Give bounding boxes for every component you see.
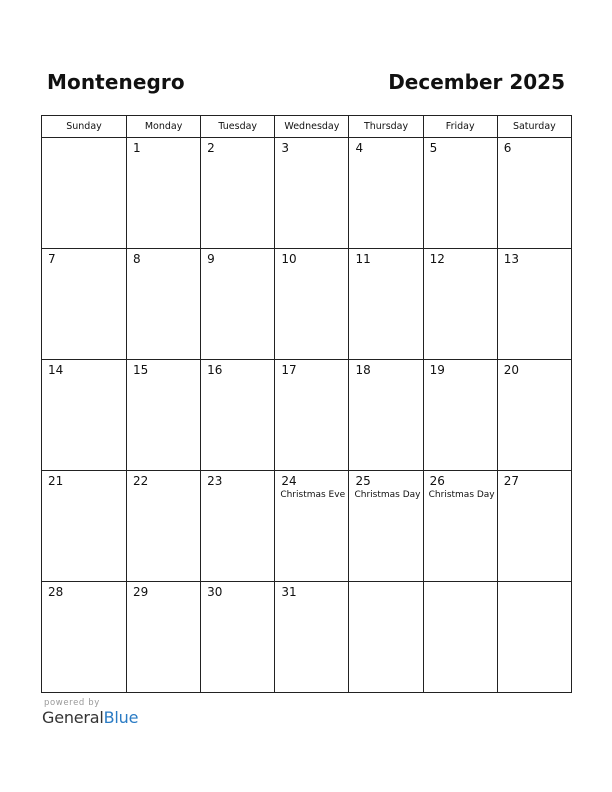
day-cell (275, 360, 349, 471)
country-title: Montenegro (47, 70, 185, 94)
day-number: 28 (48, 585, 64, 599)
day-cell (349, 360, 423, 471)
day-number: 9 (207, 252, 215, 266)
day-number: 14 (48, 363, 64, 377)
day-number: 1 (133, 141, 141, 155)
day-cell (127, 138, 201, 249)
week-row (42, 582, 572, 693)
day-number: 19 (429, 363, 445, 377)
day-cell (423, 138, 497, 249)
day-number: 18 (355, 363, 371, 377)
day-cell (349, 471, 423, 582)
holiday-label: Christmas Eve (280, 490, 346, 500)
logo-text-blue: Blue (103, 708, 139, 727)
logo-text-general: General (42, 708, 104, 727)
day-number: 29 (133, 585, 149, 599)
weekday-tuesday: Tuesday (201, 116, 275, 138)
day-cell (42, 249, 127, 360)
day-number: 11 (355, 252, 371, 266)
day-cell (423, 249, 497, 360)
day-cell (127, 249, 201, 360)
day-number: 16 (207, 363, 223, 377)
day-number: 20 (503, 363, 520, 377)
day-cell (42, 360, 127, 471)
day-number: 27 (503, 474, 520, 488)
powered-by-label: powered by (44, 698, 100, 708)
day-cell (201, 582, 275, 693)
day-number: 3 (281, 141, 289, 155)
day-cell (497, 249, 571, 360)
calendar-grid (41, 115, 572, 693)
day-cell (423, 582, 497, 693)
day-number: 17 (281, 363, 297, 377)
day-number: 10 (281, 252, 297, 266)
weekday-friday: Friday (423, 116, 497, 138)
day-cell (275, 582, 349, 693)
day-number: 21 (48, 474, 64, 488)
day-number: 15 (133, 363, 149, 377)
day-number: 30 (207, 585, 223, 599)
day-number: 5 (429, 141, 438, 155)
holiday-label: Christmas Day (354, 490, 421, 500)
day-cell (349, 138, 423, 249)
day-number: 6 (503, 141, 512, 155)
week-row (42, 471, 572, 582)
day-number: 24 (281, 474, 297, 488)
day-cell (201, 471, 275, 582)
day-number: 12 (429, 252, 445, 266)
weekday-monday: Monday (127, 116, 201, 138)
holiday-label: Christmas Day (428, 490, 495, 500)
day-cell (275, 138, 349, 249)
weekday-thursday: Thursday (349, 116, 423, 138)
day-cell (201, 138, 275, 249)
generalblue-logo[interactable] (42, 708, 138, 727)
weekday-header-row (42, 116, 572, 138)
day-cell (349, 582, 423, 693)
day-cell (349, 249, 423, 360)
weekday-sunday: Sunday (42, 116, 127, 138)
day-cell (275, 471, 349, 582)
week-row (42, 249, 572, 360)
day-number: 13 (503, 252, 520, 266)
day-number: 23 (207, 474, 223, 488)
day-cell (497, 471, 571, 582)
day-cell (127, 582, 201, 693)
month-year-title: December 2025 (388, 70, 565, 94)
day-cell (127, 471, 201, 582)
day-number: 25 (355, 474, 371, 488)
day-cell (201, 249, 275, 360)
day-cell (42, 582, 127, 693)
week-row (42, 138, 572, 249)
day-cell (42, 471, 127, 582)
day-number: 31 (281, 585, 297, 599)
day-cell (275, 249, 349, 360)
day-cell (127, 360, 201, 471)
day-cell (423, 360, 497, 471)
day-cell (423, 471, 497, 582)
day-number: 22 (133, 474, 149, 488)
day-cell (497, 582, 571, 693)
day-cell (42, 138, 127, 249)
weekday-saturday: Saturday (497, 116, 571, 138)
day-cell (201, 360, 275, 471)
day-number: 8 (133, 252, 141, 266)
day-number: 7 (48, 252, 56, 266)
week-row (42, 360, 572, 471)
day-number: 2 (207, 141, 215, 155)
day-number: 4 (355, 141, 364, 155)
day-cell (497, 138, 571, 249)
weekday-wednesday: Wednesday (275, 116, 349, 138)
day-number: 26 (429, 474, 445, 488)
day-cell (497, 360, 571, 471)
